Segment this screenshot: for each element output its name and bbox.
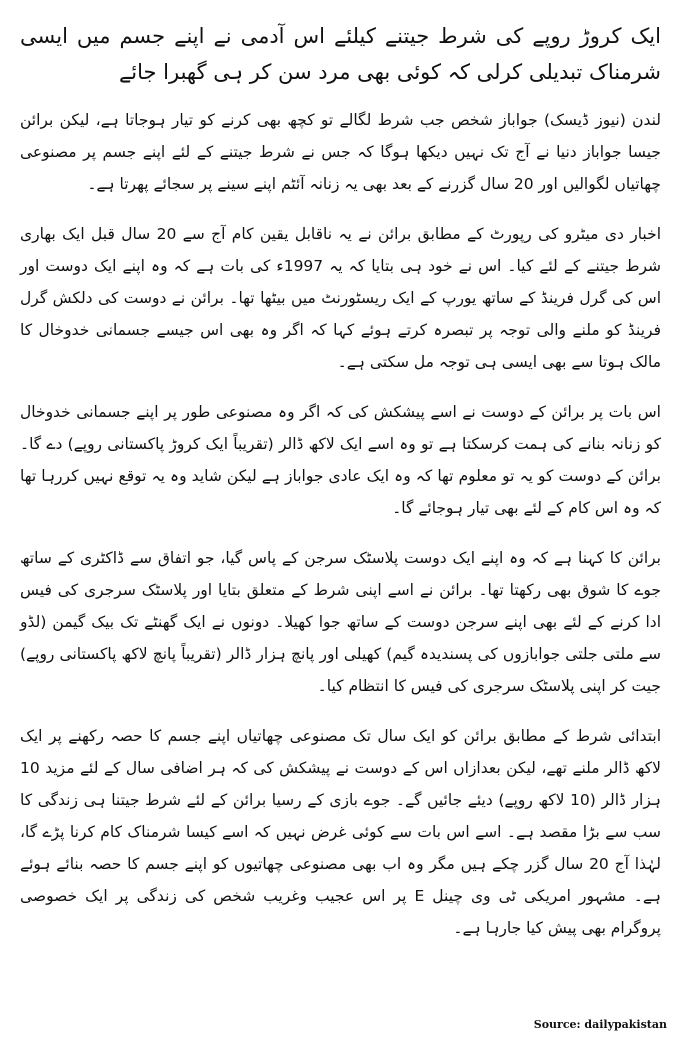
article-paragraph-3: اس بات پر برائن کے دوست نے اسے پیشکش کی کہ اگر وہ مصنوعی طور پر اپنے جسمانی خدوخال کو زنانہ بنانے کی ہمت کرسکتا ہے تو وہ اسے ایک لاکھ ڈالر (تقریباً ایک کروڑ پاکستانی روپے) دے گا۔ برائن کے دوست کو یہ تو معلوم تھا کہ وہ ایک عادی جواباز ہے لیکن شاید وہ یہ توقع نہیں کررہا تھا کہ وہ اس کام کے لئے بھی تیار ہوجائے گا۔: [20, 403, 661, 517]
source-credit: Source: dailypakistan: [533, 1018, 667, 1031]
article-paragraph-4: برائن کا کہنا ہے کہ وہ اپنے ایک دوست پلاسٹک سرجن کے پاس گیا، جو اتفاق سے ڈاکٹری کے ساتھ جوے کا شوق بھی رکھتا تھا۔ برائن نے اسے اپنی شرط کے متعلق بتایا اور پلاسٹک سرجری کی فیس ادا کرنے کے لئے بھی اپنے سرجن دوست کے ساتھ جوا کھیلا۔ دونوں نے ایک گھنٹے تک بیک گیمن (لڈو سے ملتی جلتی جوابازوں کی پسندیدہ گیم) کھیلی اور پانچ ہزار ڈالر (تقریباً پانچ لاکھ پاکستانی روپے) جیت کر اپنی پلاسٹک سرجری کی فیس کا انتظام کیا۔: [20, 549, 661, 695]
article-paragraph-1: لندن (نیوز ڈیسک) جواباز شخص جب شرط لگالے تو کچھ بھی کرنے کو تیار ہوجاتا ہے، لیکن برائن جیسا جواباز دنیا نے آج تک نہیں دیکھا ہوگا کہ جس نے شرط جیتنے کے لئے اپنے جسم پر مصنوعی چھاتیاں لگوالیں اور 20 سال گزرنے کے بعد بھی یہ زنانہ آئٹم اپنے سینے پر سجائے پھرتا ہے۔: [20, 111, 661, 193]
article-headline: ایک کروڑ روپے کی شرط جیتنے کیلئے اس آدمی نے اپنے جسم میں ایسی شرمناک تبدیلی کرلی کہ کوئی بھی مرد سن کر ہی گھبرا جائے: [20, 24, 661, 84]
article-paragraph-5: ابتدائی شرط کے مطابق برائن کو ایک سال تک مصنوعی چھاتیاں اپنے جسم کا حصہ رکھنے پر ایک لاکھ ڈالر ملنے تھے، لیکن بعدازاں اس کے دوست نے پیشکش کی کہ ہر اضافی سال کے لئے مزید 10 ہزار ڈالر (10 لاکھ روپے) دیئے جائیں گے۔ جوے بازی کے رسیا برائن کے لئے شرط جیتنا ہی زندگی کا سب سے بڑا مقصد ہے۔ اسے اس بات سے کوئی غرض نہیں کہ اسے کیسا شرمناک کام کرنا پڑے گا، لہٰذا آج 20 سال گزر چکے ہیں مگر وہ اب بھی مصنوعی چھاتیوں کو اپنے جسم کا حصہ بنائے ہوئے ہے۔ مشہور امریکی ٹی وی چینل E پر اس عجیب وغریب شخص کی زندگی پر ایک خصوصی پروگرام بھی پیش کیا جارہا ہے۔: [20, 727, 661, 937]
article-paragraph-2: اخبار دی میٹرو کی رپورٹ کے مطابق برائن نے یہ ناقابل یقین کام آج سے 20 سال قبل ایک بھاری شرط جیتنے کے لئے کیا۔ اس نے خود ہی بتایا کہ یہ 1997ء کی بات ہے کہ وہ اپنے ایک دوست اور اس کی گرل فرینڈ کے ساتھ یورپ کے ایک ریسٹورنٹ میں بیٹھا تھا۔ برائن نے دوست کی دلکش گرل فرینڈ کو ملنے والی توجہ پر تبصرہ کرتے ہوئے کہا کہ اگر وہ بھی اس جیسے جسمانی خدوخال کا مالک ہوتا سے بھی ایسی ہی توجہ مل سکتی ہے۔: [20, 225, 662, 371]
